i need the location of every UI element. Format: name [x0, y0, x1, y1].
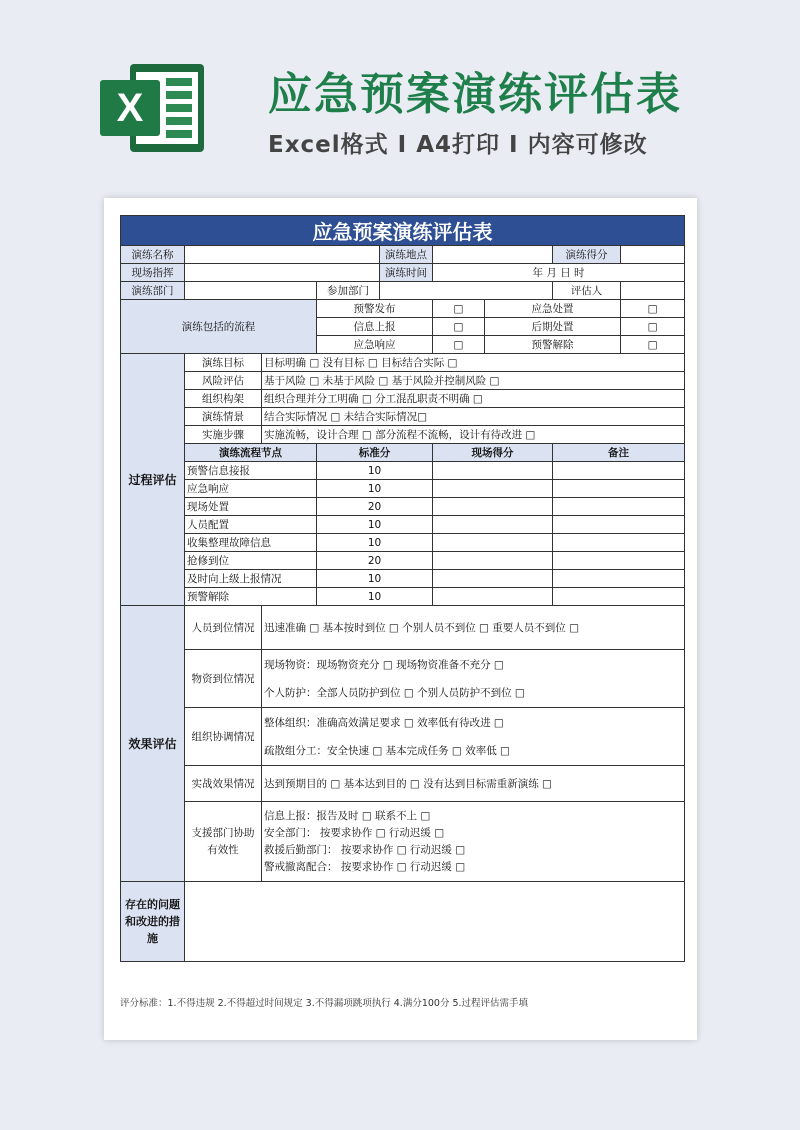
row-process-1 [121, 372, 685, 390]
banner-subtitle: Excel格式 I A4打印 I 内容可修改 [268, 132, 648, 158]
node-score: 10 [317, 588, 433, 606]
node-name: 现场处置 [185, 498, 317, 516]
node-score: 10 [317, 570, 433, 588]
node-onsite-input[interactable] [433, 552, 553, 570]
process-item-options[interactable]: 组织合理并分工明确 □ 分工混乱职责不明确 □ [262, 390, 685, 408]
label-department: 演练部门 [121, 282, 185, 300]
node-name: 抢修到位 [185, 552, 317, 570]
node-onsite-input[interactable] [433, 588, 553, 606]
col-header-standard: 标准分 [317, 444, 433, 462]
form-sheet [104, 198, 697, 1040]
table-row [121, 480, 685, 498]
node-remark-input[interactable] [553, 588, 685, 606]
process-item-name: 演练情景 [185, 408, 262, 426]
table-row [121, 588, 685, 606]
evaluation-form-table [120, 215, 685, 962]
effect-option-line: 救援后勤部门： 按要求协作 □ 行动迟缓 □ [264, 843, 466, 856]
node-onsite-input[interactable] [433, 534, 553, 552]
row-department [121, 282, 685, 300]
process-item-options[interactable]: 实施流畅，设计合理 □ 部分流程不流畅，设计有待改进 □ [262, 426, 685, 444]
node-remark-input[interactable] [553, 570, 685, 588]
effect-item-name: 组织协调情况 [185, 708, 262, 766]
row-effect-material [121, 650, 685, 708]
input-commander[interactable] [185, 264, 380, 282]
process-item-options[interactable]: 目标明确 □ 没有目标 □ 目标结合实际 □ [262, 354, 685, 372]
effect-item-name: 支援部门协助有效性 [185, 802, 262, 882]
input-evaluator[interactable] [621, 282, 685, 300]
flow-name: 预警解除 [485, 336, 621, 354]
col-header-onsite: 现场得分 [433, 444, 553, 462]
col-header-remark: 备注 [553, 444, 685, 462]
node-remark-input[interactable] [553, 552, 685, 570]
node-name: 应急响应 [185, 480, 317, 498]
row-issues [121, 882, 685, 962]
node-name: 人员配置 [185, 516, 317, 534]
effect-option-line: 警戒撤离配合： 按要求协作 □ 行动迟缓 □ [264, 860, 466, 873]
node-name: 预警解除 [185, 588, 317, 606]
flow-checkbox[interactable]: □ [433, 318, 485, 336]
node-onsite-input[interactable] [433, 570, 553, 588]
input-issues[interactable] [185, 882, 685, 962]
scoring-criteria-note: 评分标准：1.不得违规 2.不得超过时间规定 3.不得漏项跳项执行 4.满分100分 5.过程评估需手填 [120, 998, 529, 1009]
table-row [121, 462, 685, 480]
label-drill-score: 演练得分 [553, 246, 621, 264]
form-title: 应急预案演练评估表 [121, 216, 685, 246]
process-item-options[interactable]: 基于风险 □ 未基于风险 □ 基于风险并控制风险 □ [262, 372, 685, 390]
effect-option-line: 信息上报：报告及时 □ 联系不上 □ [264, 809, 431, 822]
process-item-name: 实施步骤 [185, 426, 262, 444]
form-header-row [121, 216, 685, 246]
row-effect-coord [121, 708, 685, 766]
node-score: 10 [317, 516, 433, 534]
process-item-options[interactable]: 结合实际情况 □ 未结合实际情况□ [262, 408, 685, 426]
input-drill-time[interactable]: 年 月 日 时 [433, 264, 685, 282]
effect-item-options[interactable]: 达到预期目的 □ 基本达到目的 □ 没有达到目标需重新演练 □ [262, 766, 685, 802]
input-drill-location[interactable] [433, 246, 553, 264]
flow-name: 信息上报 [317, 318, 433, 336]
node-onsite-input[interactable] [433, 516, 553, 534]
table-row [121, 570, 685, 588]
flow-name: 后期处置 [485, 318, 621, 336]
row-process-3 [121, 408, 685, 426]
effect-item-options[interactable] [262, 708, 685, 766]
row-effect-personnel [121, 606, 685, 650]
node-score: 20 [317, 498, 433, 516]
effect-option-line: 整体组织：准确高效满足要求 □ 效率低有待改进 □ [264, 716, 504, 729]
flow-checkbox[interactable]: □ [621, 300, 685, 318]
row-drill-name [121, 246, 685, 264]
table-row [121, 552, 685, 570]
effect-option-line: 疏散组分工：安全快速 □ 基本完成任务 □ 效率低 □ [264, 744, 510, 757]
label-effect-eval: 效果评估 [121, 606, 185, 882]
effect-item-options[interactable] [262, 650, 685, 708]
flow-checkbox[interactable]: □ [433, 300, 485, 318]
node-score: 10 [317, 534, 433, 552]
label-drill-time: 演练时间 [380, 264, 433, 282]
label-flow: 演练包括的流程 [121, 300, 317, 354]
node-name: 预警信息接报 [185, 462, 317, 480]
row-commander [121, 264, 685, 282]
table-row [121, 534, 685, 552]
flow-checkbox[interactable]: □ [621, 318, 685, 336]
label-commander: 现场指挥 [121, 264, 185, 282]
input-drill-score[interactable] [621, 246, 685, 264]
table-row [121, 516, 685, 534]
label-drill-name: 演练名称 [121, 246, 185, 264]
svg-text:X: X [116, 86, 144, 130]
effect-option-line: 现场物资：现场物资充分 □ 现场物资准备不充分 □ [264, 658, 504, 671]
node-remark-input[interactable] [553, 480, 685, 498]
row-flow-0 [121, 300, 685, 318]
input-department[interactable] [185, 282, 317, 300]
node-onsite-input[interactable] [433, 462, 553, 480]
input-participant-dept[interactable] [380, 282, 553, 300]
table-row [121, 498, 685, 516]
node-onsite-input[interactable] [433, 498, 553, 516]
node-onsite-input[interactable] [433, 480, 553, 498]
node-name: 及时向上级上报情况 [185, 570, 317, 588]
node-remark-input[interactable] [553, 462, 685, 480]
effect-option-line: 安全部门： 按要求协作 □ 行动迟缓 □ [264, 826, 445, 839]
effect-item-options[interactable] [262, 802, 685, 882]
label-process-eval: 过程评估 [121, 354, 185, 606]
effect-option-line: 个人防护：全部人员防护到位 □ 个别人员防护不到位 □ [264, 686, 525, 699]
banner-title: 应急预案演练评估表 [268, 69, 682, 120]
label-drill-location: 演练地点 [380, 246, 433, 264]
label-issues: 存在的问题和改进的措施 [121, 882, 185, 962]
col-header-node: 演练流程节点 [185, 444, 317, 462]
flow-name: 应急响应 [317, 336, 433, 354]
label-evaluator: 评估人 [553, 282, 621, 300]
effect-item-options[interactable]: 迅速准确 □ 基本按时到位 □ 个别人员不到位 □ 重要人员不到位 □ [262, 606, 685, 650]
process-item-name: 演练目标 [185, 354, 262, 372]
excel-logo-icon [100, 58, 208, 158]
node-remark-input[interactable] [553, 534, 685, 552]
row-process-2 [121, 390, 685, 408]
flow-checkbox[interactable]: □ [621, 336, 685, 354]
row-effect-combat [121, 766, 685, 802]
row-process-4 [121, 426, 685, 444]
node-score: 10 [317, 462, 433, 480]
row-effect-support [121, 802, 685, 882]
effect-item-name: 人员到位情况 [185, 606, 262, 650]
top-banner [0, 0, 800, 185]
node-score: 20 [317, 552, 433, 570]
input-drill-name[interactable] [185, 246, 380, 264]
node-name: 收集整理故障信息 [185, 534, 317, 552]
label-participant-dept: 参加部门 [317, 282, 380, 300]
flow-name: 预警发布 [317, 300, 433, 318]
effect-item-name: 物资到位情况 [185, 650, 262, 708]
flow-name: 应急处置 [485, 300, 621, 318]
node-remark-input[interactable] [553, 516, 685, 534]
node-remark-input[interactable] [553, 498, 685, 516]
flow-checkbox[interactable]: □ [433, 336, 485, 354]
process-item-name: 组织构架 [185, 390, 262, 408]
row-process-0 [121, 354, 685, 372]
row-node-header [121, 444, 685, 462]
process-item-name: 风险评估 [185, 372, 262, 390]
node-score: 10 [317, 480, 433, 498]
effect-item-name: 实战效果情况 [185, 766, 262, 802]
